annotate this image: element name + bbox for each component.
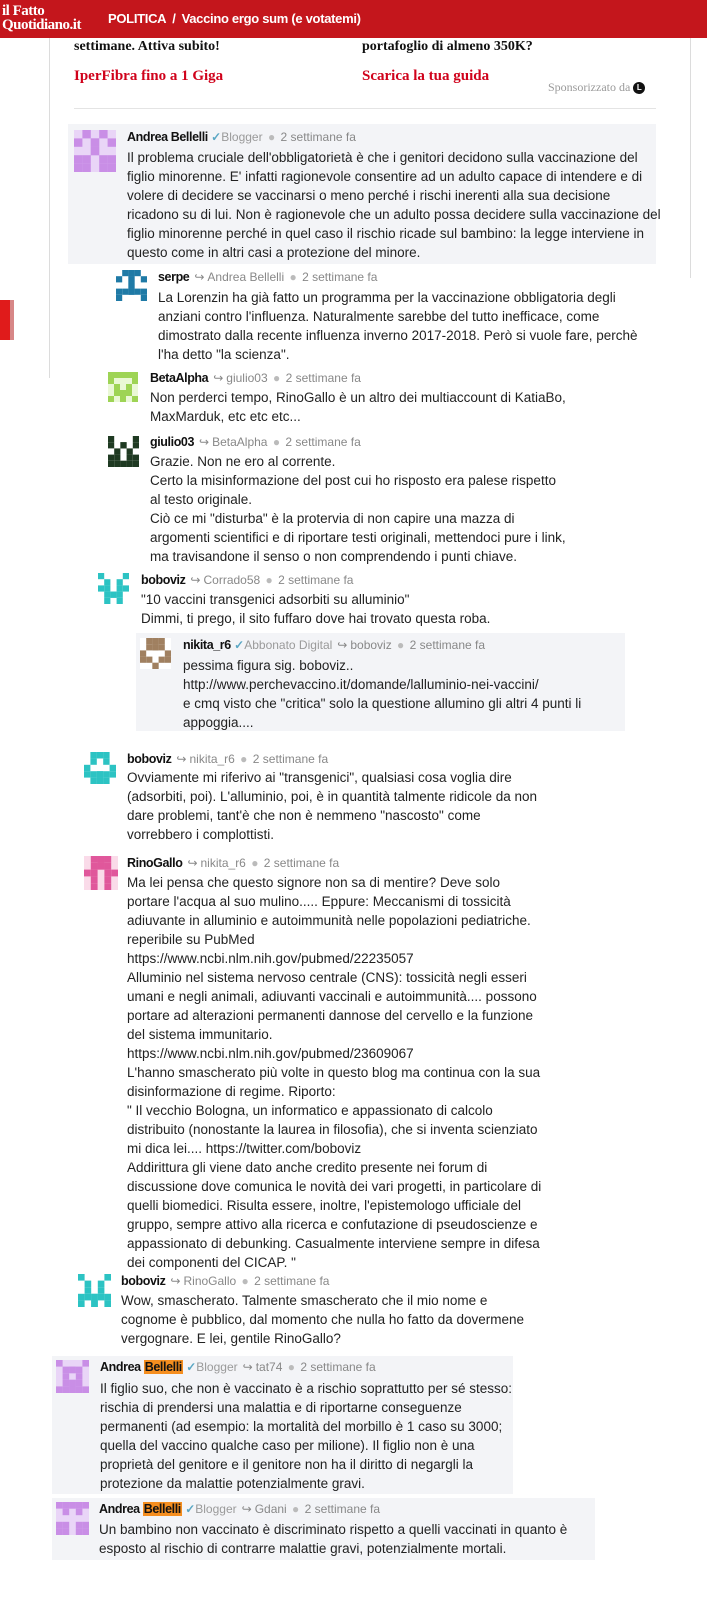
comment-line: Ciò ce mi "disturba" è la protervia di non capire una mazza di bbox=[150, 511, 515, 526]
bullet-separator: ● bbox=[286, 270, 301, 284]
comment-line: vergognare. E lei, gentile RinoGallo? bbox=[121, 1331, 341, 1346]
comment-line: protezione da malattie potenzialmente gravi. bbox=[100, 1476, 365, 1491]
user-badge: Blogger bbox=[196, 1360, 238, 1374]
comment-timestamp[interactable]: 2 settimane fa bbox=[278, 573, 354, 587]
comment-line: "10 vaccini transgenici adsorbiti su alluminio" bbox=[141, 592, 410, 607]
comment-line: Addirittura gli viene dato anche credito presente nei forum di bbox=[127, 1160, 488, 1175]
bullet-separator: ● bbox=[269, 435, 284, 449]
comment-meta bbox=[99, 1502, 380, 1516]
user-badge: Blogger bbox=[195, 1502, 237, 1516]
verified-icon: ✓ bbox=[207, 130, 222, 144]
comment-line: L'hanno smascherato più volte in questo blog ma continua con la sua bbox=[127, 1065, 541, 1080]
comment-meta bbox=[183, 638, 485, 652]
promo-title: settimane. Attiva subito! bbox=[74, 39, 220, 54]
comment-meta bbox=[150, 371, 361, 385]
comment-line: vorrebbero i complottisti. bbox=[127, 827, 275, 842]
reply-arrow-icon: ↪ bbox=[190, 573, 201, 587]
bullet-separator: ● bbox=[393, 638, 408, 652]
comment-line: Grazie. Non ne ero al corrente. bbox=[150, 454, 336, 469]
author-name[interactable]: boboviz bbox=[121, 1274, 166, 1288]
logo-line2: Quotidiano.it bbox=[2, 17, 81, 33]
author-name[interactable]: serpe bbox=[158, 270, 190, 284]
comment-line: " Il vecchio Bologna, un informatico e appassionato di calcolo bbox=[127, 1103, 493, 1118]
author-last-name-highlight: Bellelli bbox=[143, 1502, 181, 1516]
reply-arrow-icon: ↪ bbox=[337, 638, 348, 652]
comment-timestamp[interactable]: 2 settimane fa bbox=[285, 371, 361, 385]
reply-to-link[interactable]: boboviz bbox=[350, 638, 392, 652]
author-name[interactable] bbox=[100, 1360, 183, 1374]
avatar[interactable] bbox=[84, 856, 118, 895]
article-title[interactable]: Vaccino ergo sum (e votatemi) bbox=[181, 11, 361, 26]
comment-line: gruppo, sempre attivo alla ricerca e confutazione di pseudoscienze e bbox=[127, 1217, 538, 1232]
comment-line: quelli biomedici. Risulta essere, inoltre, l'epistemologo ufficiale del bbox=[127, 1198, 522, 1213]
comment-line: portare ad alterazioni permanenti dannose del cervello e la funzione bbox=[127, 1008, 534, 1023]
site-logo[interactable] bbox=[2, 4, 94, 34]
author-name[interactable]: nikita_r6 bbox=[183, 638, 231, 652]
bullet-separator: ● bbox=[238, 1274, 253, 1288]
promo-link[interactable]: Scarica la tua guida bbox=[362, 68, 490, 84]
comment-body bbox=[158, 288, 638, 364]
comment-line: appoggia.... bbox=[183, 715, 254, 730]
reply-to-link[interactable]: Andrea Bellelli bbox=[207, 270, 285, 284]
comment-line: Ovviamente mi riferivo ai "transgenici", qualsiasi cosa voglia dire bbox=[127, 770, 512, 785]
author-last-name-highlight: Bellelli bbox=[144, 1360, 182, 1374]
sponsored-label: Sponsorizzato da bbox=[548, 80, 631, 94]
reply-to-link[interactable]: nikita_r6 bbox=[200, 856, 246, 870]
comment-line: discussione dove comunica le novità dei vari progetti, in particolare di bbox=[127, 1179, 542, 1194]
comment-line: Non perderci tempo, RinoGallo è un altro dei multiaccount di KatiaBo, bbox=[150, 390, 566, 405]
bullet-separator: ● bbox=[236, 752, 251, 766]
comment-meta bbox=[121, 1274, 329, 1288]
comment-line: figlio minorenne perché in quel caso il rischio ricade sul bambino: la legge interviene in bbox=[127, 226, 645, 241]
breadcrumb-separator: / bbox=[172, 11, 176, 26]
verified-icon: ✓ bbox=[182, 1360, 197, 1374]
bullet-separator: ● bbox=[247, 856, 262, 870]
comment-line: proprietà del genitore e il genitore non ha il diritto di negargli la bbox=[100, 1457, 473, 1472]
reply-arrow-icon: ↪ bbox=[170, 1274, 181, 1288]
author-name[interactable]: BetaAlpha bbox=[150, 371, 209, 385]
comment-line: permanenti (ad esempio: la mortalità del morbillo è 1 caso su 3000; bbox=[100, 1419, 503, 1434]
divider bbox=[74, 108, 656, 109]
comment-meta bbox=[127, 752, 328, 766]
user-badge: Blogger bbox=[221, 130, 263, 144]
author-name[interactable]: boboviz bbox=[141, 573, 186, 587]
comment-line: cognome è pubblico, dal momento che nulla ho fatto da dovermene bbox=[121, 1312, 525, 1327]
comment-line: distribuito (nonostante la laurea in filosofia), che si inventa scienziato bbox=[127, 1122, 538, 1137]
comment-timestamp[interactable]: 2 settimane fa bbox=[263, 856, 340, 870]
comment-line: esposto al rischio di contrarre malattie gravi, potenzialmente mortali. bbox=[99, 1541, 507, 1556]
comment-line: adiuvante in alluminio e autoimmunità nelle popolazioni pediatriche. bbox=[127, 913, 531, 928]
comment-body bbox=[183, 656, 581, 732]
comment-line: Un bambino non vaccinato è discriminato rispetto a quelli vaccinati in quanto è bbox=[99, 1522, 568, 1537]
comment-timestamp[interactable]: 2 settimane fa bbox=[302, 270, 378, 284]
avatar[interactable] bbox=[116, 270, 147, 306]
logo-line1: il Fatto bbox=[2, 3, 45, 19]
comment-line: rischia di prendersi una malattia e di riportarne conseguenze bbox=[100, 1400, 462, 1415]
comment-line: Dimmi, ti prego, il sito fuffaro dove hai trovato questa roba. bbox=[141, 611, 491, 626]
comment-body bbox=[150, 388, 566, 426]
comment-line: dei componenti del CICAP. " bbox=[127, 1255, 296, 1270]
comment-timestamp[interactable]: 2 settimane fa bbox=[254, 1274, 330, 1288]
bullet-separator: ● bbox=[288, 1502, 303, 1516]
comment-line: volere di decidere se vaccinarsi o meno perché i rischi inerenti alla sua decisione bbox=[127, 188, 611, 203]
side-ad-shadow bbox=[10, 300, 14, 340]
comment-line: argomenti scientifici e di riportare testi originali, mettendoci pure i link, bbox=[150, 530, 566, 545]
avatar[interactable] bbox=[84, 752, 116, 789]
right-rule bbox=[690, 38, 691, 278]
comment-line: del sistema immunitario. bbox=[127, 1027, 273, 1042]
reply-to-link[interactable]: nikita_r6 bbox=[189, 752, 235, 766]
bullet-separator: ● bbox=[284, 1360, 299, 1374]
reply-to-link[interactable]: Corrado58 bbox=[203, 573, 261, 587]
comment-timestamp[interactable]: 2 settimane fa bbox=[252, 752, 329, 766]
promo-link[interactable]: IperFibra fino a 1 Giga bbox=[74, 68, 224, 84]
comment-body bbox=[141, 590, 490, 628]
reply-arrow-icon: ↪ bbox=[241, 1502, 252, 1516]
comment-line: Certo la misinformazione del post cui ho risposto era palese rispetto bbox=[150, 473, 556, 488]
comment-line: Il problema cruciale dell'obbligatorietà è che i genitori decidono sulla vaccinazione del bbox=[127, 150, 638, 165]
comment-line: l'ha detto "la scienza". bbox=[158, 347, 290, 362]
avatar[interactable] bbox=[98, 573, 129, 609]
comment-line: La Lorenzin ha già fatto un programma per la vaccinazione obbligatoria degli bbox=[158, 290, 616, 305]
comment-body bbox=[100, 1379, 512, 1493]
avatar[interactable] bbox=[78, 1274, 111, 1312]
author-first-name: Andrea bbox=[100, 1360, 144, 1374]
sponsored-by[interactable] bbox=[548, 80, 645, 95]
avatar[interactable] bbox=[108, 436, 139, 472]
comment-timestamp[interactable]: 2 settimane fa bbox=[304, 1502, 381, 1516]
author-first-name: Andrea bbox=[99, 1502, 143, 1516]
reply-to-link[interactable]: Gdani bbox=[254, 1502, 287, 1516]
comment-timestamp[interactable]: 2 settimane fa bbox=[285, 435, 361, 449]
reply-arrow-icon: ↪ bbox=[213, 371, 224, 385]
author-name[interactable]: Andrea Bellelli bbox=[127, 130, 208, 144]
comment-line: appassionato di debunking. Casualmente interviene sempre in difesa bbox=[127, 1236, 540, 1251]
reply-to-link[interactable]: RinoGallo bbox=[183, 1274, 237, 1288]
verified-icon: ✓ bbox=[181, 1502, 196, 1516]
comment-body bbox=[99, 1520, 567, 1558]
avatar[interactable] bbox=[56, 1502, 89, 1540]
comment-line: portare l'acqua al suo mulino..... Eppure: Meccanismi di tossicità bbox=[127, 894, 511, 909]
author-name[interactable]: RinoGallo bbox=[127, 856, 183, 870]
comment-line: dare problemi, tant'è che non è nemmeno "nascosto" come bbox=[127, 808, 481, 823]
author-name[interactable]: boboviz bbox=[127, 752, 172, 766]
bullet-separator: ● bbox=[262, 573, 277, 587]
promo-title: portafoglio di almeno 350K? bbox=[362, 39, 533, 54]
comment-link[interactable]: https://www.ncbi.nlm.nih.gov/pubmed/22235057 bbox=[127, 951, 414, 966]
comment-line: dimostrato dalla recente influenza inverno 2017-2018. Però si vuole fare, perchè bbox=[158, 328, 638, 343]
reply-to-link[interactable]: BetaAlpha bbox=[212, 435, 268, 449]
comment-line: quella del vaccino qualche caso per milione). Il figlio non è una bbox=[100, 1438, 475, 1453]
comment-line: disinformazione di regime. Riporto: bbox=[127, 1084, 336, 1099]
top-bar bbox=[0, 0, 707, 38]
reply-arrow-icon: ↪ bbox=[194, 270, 205, 284]
comment-body bbox=[150, 452, 566, 566]
avatar[interactable] bbox=[140, 638, 171, 674]
comment-line: reperibile su PubMed bbox=[127, 932, 255, 947]
comment-body bbox=[121, 1291, 524, 1348]
comment-meta bbox=[100, 1360, 376, 1374]
verified-icon: ✓ bbox=[230, 638, 245, 652]
comment-line: Il figlio suo, che non è vaccinato è a rischio soprattutto per sé stesso: bbox=[100, 1381, 512, 1396]
comment-meta bbox=[141, 573, 353, 587]
comment-line: ma travisandone il senso o non comprendendo i punti chiave. bbox=[150, 549, 517, 564]
comment-link[interactable]: https://www.ncbi.nlm.nih.gov/pubmed/23609067 bbox=[127, 1046, 414, 1061]
comment-meta bbox=[127, 130, 356, 144]
section-link[interactable]: POLITICA bbox=[108, 11, 167, 26]
comment-line: anziani contro l'influenza. Naturalmente sarebbe del tutto inefficace, come bbox=[158, 309, 600, 324]
avatar[interactable] bbox=[74, 130, 116, 177]
comment-line: Alluminio nel sistema nervoso centrale (CNS): tossicità negli esseri bbox=[127, 970, 527, 985]
comment-line: ricadono su di lui. Non è ragionevole che un adulto possa decidere sulla vaccinazione del bbox=[127, 207, 661, 222]
comment-meta bbox=[158, 270, 377, 284]
left-rule bbox=[49, 38, 50, 378]
comment-timestamp[interactable]: 2 settimane fa bbox=[409, 638, 486, 652]
reply-arrow-icon: ↪ bbox=[242, 1360, 253, 1374]
bullet-separator: ● bbox=[269, 371, 284, 385]
comment-link[interactable]: http://www.perchevaccino.it/domande/lalluminio-nei-vaccini/ bbox=[183, 677, 539, 692]
comment-line: figlio minorenne. E' infatti ragionevole consentire ad un adulto capace di intendere e di bbox=[127, 169, 643, 184]
reply-to-link[interactable]: tat74 bbox=[255, 1360, 283, 1374]
comment-body bbox=[127, 148, 661, 262]
comment-body bbox=[127, 768, 537, 844]
comment-line: umani e negli animali, adiuvanti vaccinali e autoimmunità.... possono bbox=[127, 989, 537, 1004]
comment-timestamp[interactable]: 2 settimane fa bbox=[280, 130, 356, 144]
breadcrumb bbox=[108, 11, 361, 26]
comment-timestamp[interactable]: 2 settimane fa bbox=[300, 1360, 376, 1374]
comment-line: mi dica lei.... https://twitter.com/boboviz bbox=[127, 1141, 362, 1156]
comment-line: Wow, smascherato. Talmente smascherato che il mio nome e bbox=[121, 1293, 488, 1308]
user-badge: Abbonato Digital bbox=[244, 638, 333, 652]
avatar[interactable] bbox=[108, 372, 138, 407]
author-name[interactable] bbox=[99, 1502, 182, 1516]
comment-line: questo come in altri casi a protezione del minore. bbox=[127, 245, 421, 260]
sponsor-logo-icon: L bbox=[633, 82, 645, 94]
reply-arrow-icon: ↪ bbox=[176, 752, 187, 766]
reply-arrow-icon: ↪ bbox=[187, 856, 198, 870]
comment-line: (adsorbiti, poi). L'alluminio, poi, è in quantità talmente ridicole da non bbox=[127, 789, 538, 804]
comment-line: e cmq visto che "critica" solo la questione allumino gli altri 4 punti li bbox=[183, 696, 582, 711]
comment-meta bbox=[150, 435, 361, 449]
avatar[interactable] bbox=[56, 1360, 89, 1398]
comment-body bbox=[127, 873, 541, 1272]
author-name[interactable]: giulio03 bbox=[150, 435, 195, 449]
comment-line: MaxMarduk, etc etc etc... bbox=[150, 409, 301, 424]
comment-meta bbox=[127, 856, 339, 870]
reply-arrow-icon: ↪ bbox=[199, 435, 210, 449]
comment-line: pessima figura sig. boboviz.. bbox=[183, 658, 354, 673]
bullet-separator: ● bbox=[264, 130, 279, 144]
comment-line: al testo originale. bbox=[150, 492, 253, 507]
reply-to-link[interactable]: giulio03 bbox=[226, 371, 268, 385]
side-ad-edge[interactable] bbox=[0, 300, 10, 340]
comment-line: Ma lei pensa che questo signore non sa di mentire? Deve solo bbox=[127, 875, 500, 890]
